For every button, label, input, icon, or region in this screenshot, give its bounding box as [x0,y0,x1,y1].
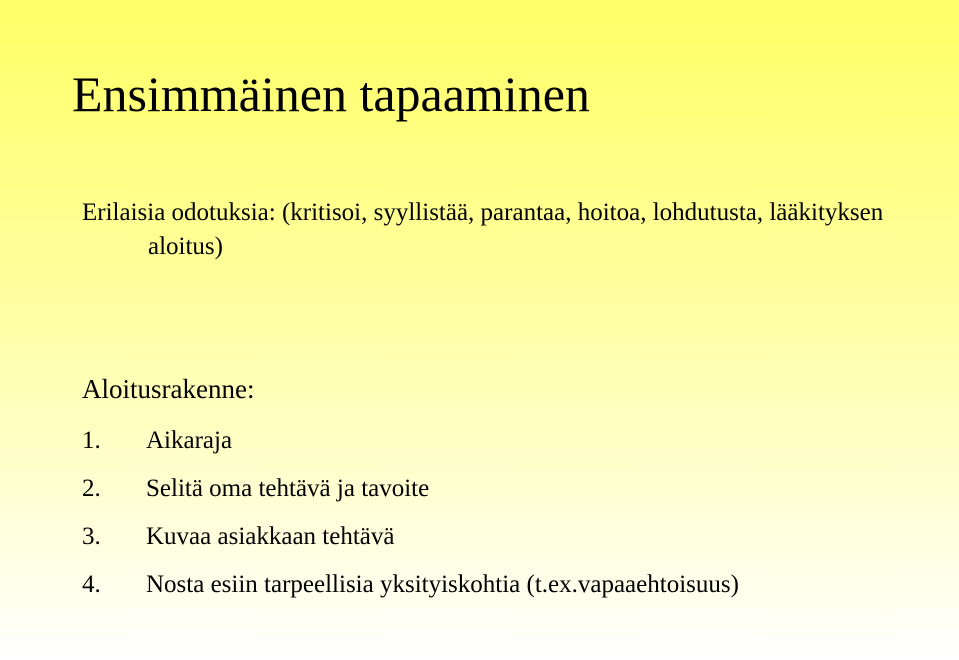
list-item [82,424,842,458]
step-number: 1. [82,427,101,454]
step-text: Nosta esiin tarpeellisia yksityiskohtia (t.ex.vapaaehtoisuus) [146,571,739,598]
step-text: Aikaraja [146,427,233,454]
step-number: 4. [82,571,101,598]
list-item [82,568,842,602]
step-text: Kuvaa asiakkaan tehtävä [146,523,395,550]
subheading: Aloitusrakenne: [82,374,255,404]
slide-title: Ensimmäinen tapaaminen [72,66,590,122]
list-item [82,472,842,506]
step-number: 3. [82,523,101,550]
steps-list [82,424,842,602]
list-item [82,520,842,554]
intro-text: Erilaisia odotuksia: (kritisoi, syyllistää, parantaa, hoitoa, lohdutusta, lääkityksen aloitus) [82,199,884,260]
step-number: 2. [82,475,101,502]
step-text: Selitä oma tehtävä ja tavoite [146,475,430,502]
